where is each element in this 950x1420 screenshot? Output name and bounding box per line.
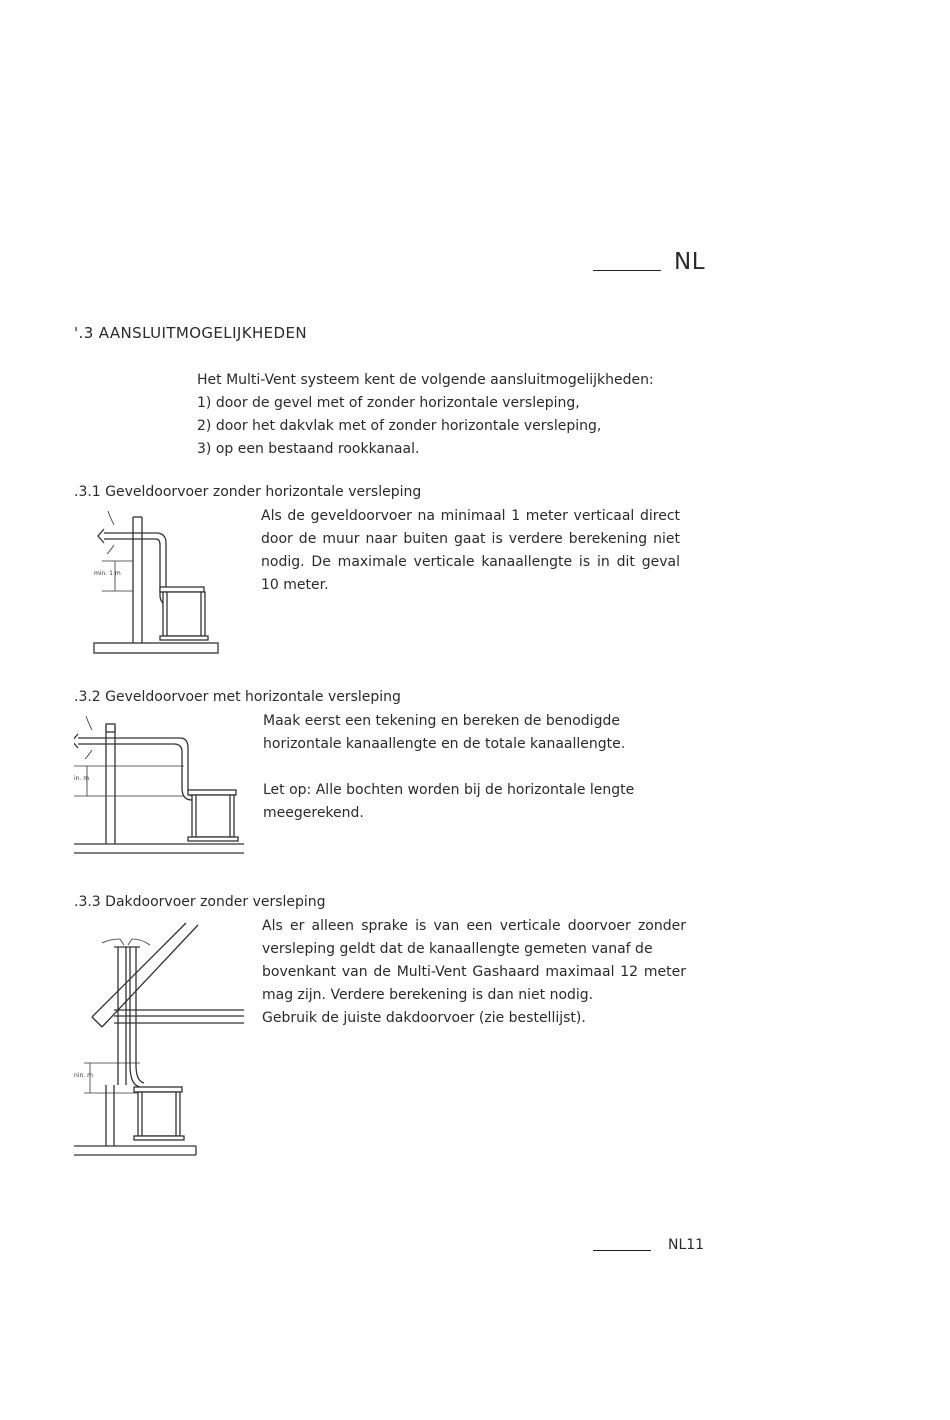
flue-arrow-icon [85, 750, 92, 759]
intro-text: Het Multi-Vent systeem kent de volgende aansluitmogelijkheden: [197, 372, 654, 388]
subsection-title-1: .3.1 Geveldoorvoer zonder horizontale versleping [74, 484, 422, 500]
heater-top [188, 790, 236, 795]
flue-arrow-icon [120, 939, 132, 945]
figure-label: min. 1 m [94, 570, 121, 577]
text-line: bovenkant van de Multi-Vent Gashaard maximaal 12 meter [262, 964, 686, 980]
text-line: versleping geldt dat de kanaallengte gemeten vanaf de [262, 941, 653, 957]
option-item: 2) door het dakvlak met of zonder horizontale versleping, [197, 418, 602, 434]
heater-top [134, 1087, 182, 1092]
subsection-text-3 [262, 915, 686, 1030]
figure-label: nin. m [74, 1072, 93, 1079]
text-line: mag zijn. Verdere berekening is dan niet nodig. [262, 987, 594, 1003]
heater-top [160, 587, 204, 592]
subsection-text-1 [261, 505, 680, 597]
text-line: Gebruik de juiste dakdoorvoer (zie bestellijst). [262, 1010, 586, 1026]
flue-arrow-icon [108, 511, 114, 525]
subsection-title-2: .3.2 Geveldoorvoer met horizontale versleping [74, 689, 401, 705]
option-item: 3) op een bestaand rookkanaal. [197, 441, 420, 457]
heater-body [163, 592, 205, 636]
text-line: Als er alleen sprake is van een verticale doorvoer zonder [262, 918, 686, 934]
figure-wall-vertical [74, 505, 234, 660]
floor [94, 643, 218, 653]
text-line: meegerekend. [263, 805, 364, 821]
text-line: Let op: Alle bochten worden bij de horizontale lengte [263, 782, 635, 798]
flue-arrow-icon [86, 716, 92, 730]
header-rule [593, 270, 661, 271]
heater-body [192, 795, 234, 837]
flue-arrow-icon [102, 939, 120, 943]
subsection-text-2 [263, 710, 683, 825]
page-number: NL11 [668, 1237, 705, 1253]
text-line [263, 756, 683, 779]
text-line: Maak eerst een tekening en bereken de benodigde [263, 713, 620, 729]
figure-roof-vertical [74, 915, 249, 1160]
text-line: nodig. De maximale verticale kanaallengte is in dit geval [261, 554, 680, 570]
figure-wall-horizontal [74, 710, 249, 860]
section-intro [197, 369, 677, 461]
text-line: door de muur naar buiten gaat is verdere berekening niet [261, 531, 680, 547]
text-line: horizontale kanaallengte en de totale kanaallengte. [263, 736, 626, 752]
subsection-title-3: .3.3 Dakdoorvoer zonder versleping [74, 894, 326, 910]
option-item: 1) door de gevel met of zonder horizontale versleping, [197, 395, 580, 411]
language-code: NL [674, 249, 706, 275]
flue-arrow-icon [107, 545, 114, 554]
flue-arrow-icon [132, 939, 150, 945]
text-line: Als de geveldoorvoer na minimaal 1 meter verticaal direct [261, 508, 680, 524]
figure-label: in. m [74, 775, 90, 782]
footer-rule [593, 1250, 651, 1251]
heater-body [138, 1092, 180, 1136]
text-line: 10 meter. [261, 577, 329, 593]
section-title: '.3 AANSLUITMOGELIJKHEDEN [74, 324, 307, 342]
